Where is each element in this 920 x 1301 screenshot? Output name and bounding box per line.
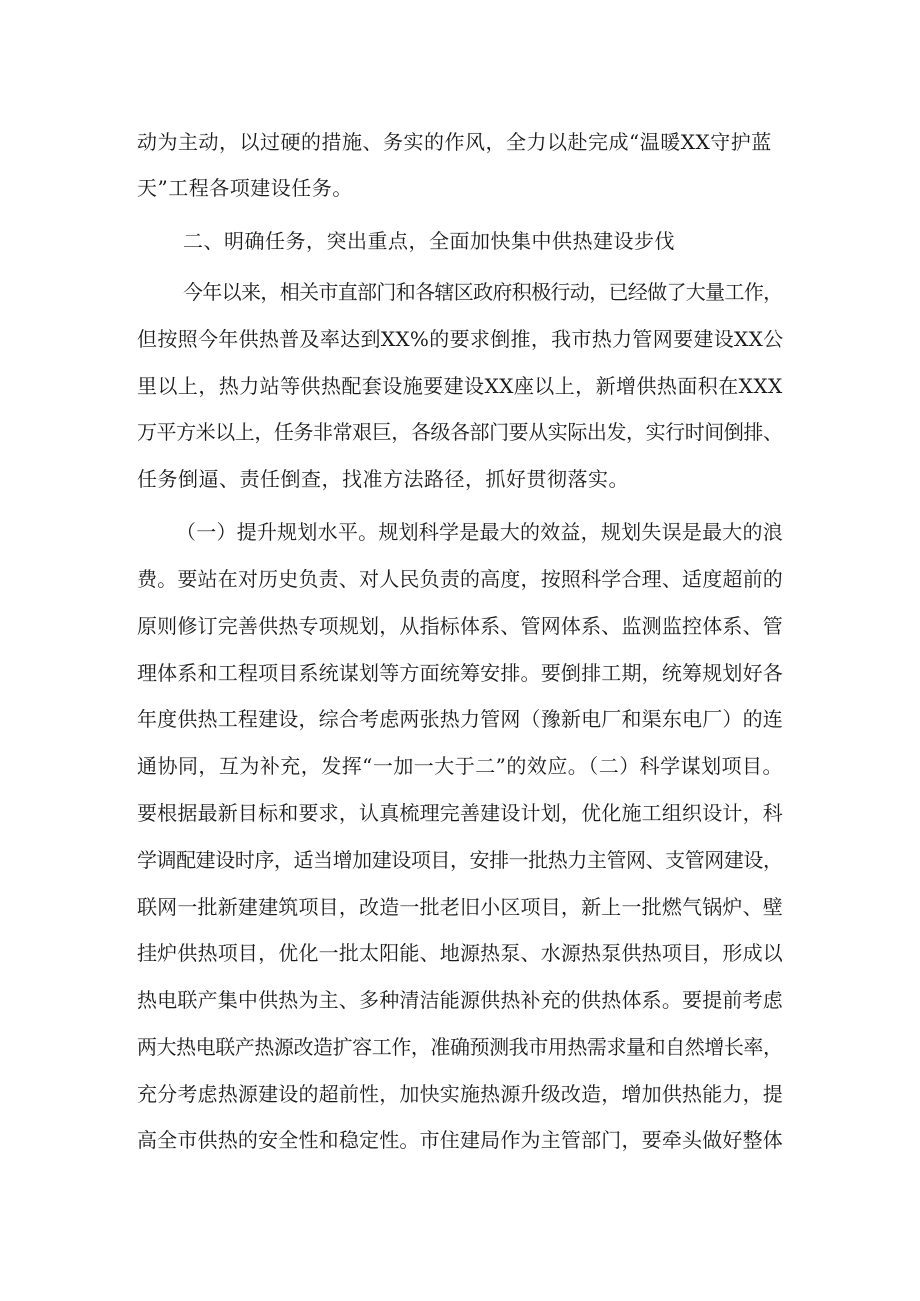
subsection-heading-line: （一）提升规划水平。规划科学是最大的效益，规划失误是最大的浪 [176,520,783,544]
text-line: 费。要站在对历史负责、对人民负责的高度，按照科学合理、适度超前的 [137,567,783,591]
text-line: 理体系和工程项目系统谋划等方面统筹安排。要倒排工期，统筹规划好各 [137,661,783,685]
text-line: 高全市供热的安全性和稳定性。市住建局作为主管部门，要牵头做好整体 [137,1128,783,1152]
text-line: 要根据最新目标和要求，认真梳理完善建设计划，优化施工组织设计，科 [137,801,783,825]
text-line: 热电联产集中供热为主、多种清洁能源供热补充的供热体系。要提前考虑 [137,988,783,1012]
text-line: 挂炉供热项目，优化一批太阳能、地源热泵、水源热泵供热项目，形成以 [137,941,783,965]
text-line: 年度供热工程建设，综合考虑两张热力管网（豫新电厂和渠东电厂）的连 [137,707,783,731]
text-line: 两大热电联产热源改造扩容工作，准确预测我市用热需求量和自然增长率， [137,1035,783,1059]
text-line: 联网一批新建建筑项目，改造一批老旧小区项目，新上一批燃气锅炉、壁 [137,895,783,919]
text-line: 充分考虑热源建设的超前性，加快实施热源升级改造，增加供热能力，提 [137,1082,783,1106]
section-heading: 二、明确任务，突出重点，全面加快集中供热建设步伐 [183,229,675,253]
text-line: 但按照今年供热普及率达到XX%的要求倒推，我市热力管网要建设XX公 [137,327,784,351]
text-line: 万平方米以上，任务非常艰巨，各级各部门要从实际出发，实行时间倒排、 [137,420,783,444]
text-line: 动为主动，以过硬的措施、务实的作风，全力以赴完成“温暖XX守护蓝 [137,130,772,154]
text-line: 学调配建设时序，适当增加建设项目，安排一批热力主管网、支管网建设， [137,848,783,872]
text-line: 今年以来，相关市直部门和各辖区政府积极行动，已经做了大量工作， [183,280,783,304]
text-line: 任务倒逼、责任倒查，找准方法路径，抓好贯彻落实。 [137,467,629,491]
text-line: 里以上，热力站等供热配套设施要建设XX座以上，新增供热面积在XXX [137,374,783,398]
text-line: 原则修订完善供热专项规划，从指标体系、管网体系、监测监控体系、管 [137,614,783,638]
text-line: 天”工程各项建设任务。 [137,176,353,200]
text-line: 通协同，互为补充，发挥“一加一大于二”的效应。（二）科学谋划项目。 [137,754,783,778]
